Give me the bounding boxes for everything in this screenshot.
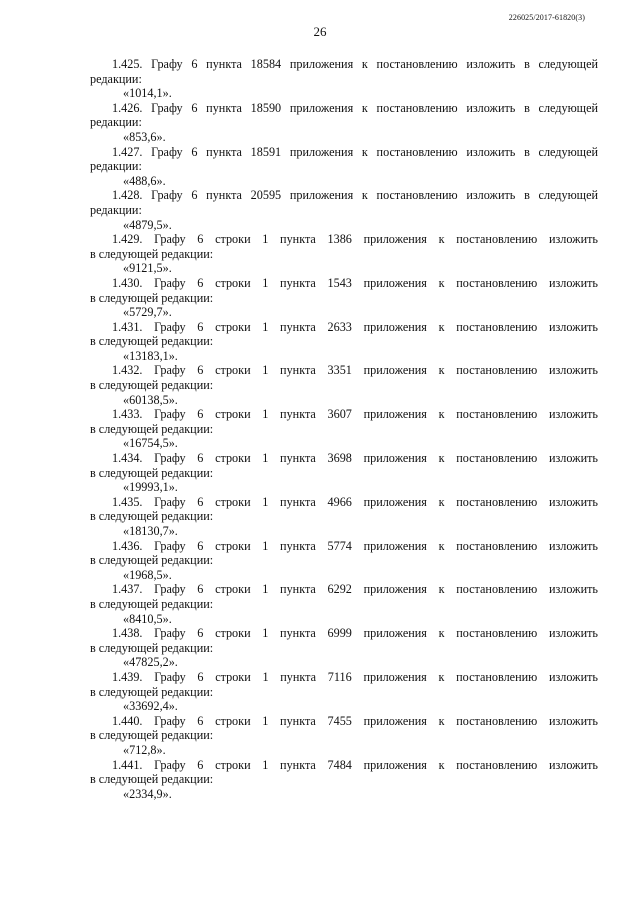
item-text-continuation: редакции: — [90, 71, 142, 86]
item-text: 1.426. Графу 6 пункта 18590 приложения к постановлению изложить в следующей — [112, 100, 598, 115]
list-item — [90, 582, 598, 626]
item-value: «60138,5». — [123, 392, 178, 407]
list-item — [90, 670, 598, 714]
item-value: «2334,9». — [123, 786, 172, 801]
item-text: 1.425. Графу 6 пункта 18584 приложения к постановлению изложить в следующей — [112, 57, 598, 71]
item-text: 1.435. Графу 6 строки 1 пункта 4966 приложения к постановлению изложить — [112, 494, 598, 509]
item-text: 1.427. Графу 6 пункта 18591 приложения к постановлению изложить в следующей — [112, 144, 598, 159]
list-item — [90, 57, 598, 101]
document-body — [90, 57, 598, 801]
item-text: 1.431. Графу 6 строки 1 пункта 2633 приложения к постановлению изложить — [112, 319, 598, 334]
list-item — [90, 495, 598, 539]
item-text-continuation: в следующей редакции: — [90, 509, 214, 524]
item-value: «488,6». — [123, 173, 166, 188]
item-text: 1.436. Графу 6 строки 1 пункта 5774 приложения к постановлению изложить — [112, 538, 598, 553]
item-text-continuation: в следующей редакции: — [90, 553, 214, 568]
item-value: «1968,5». — [123, 567, 172, 582]
item-text-continuation: редакции: — [90, 159, 142, 174]
list-item — [90, 363, 598, 407]
item-text-continuation: в следующей редакции: — [90, 772, 214, 787]
item-value: «4879,5». — [123, 217, 172, 232]
list-item — [90, 626, 598, 670]
item-text-continuation: в следующей редакции: — [90, 334, 214, 349]
item-text-continuation: в следующей редакции: — [90, 290, 214, 305]
list-item — [90, 407, 598, 451]
item-text-continuation: в следующей редакции: — [90, 421, 214, 436]
item-text: 1.432. Графу 6 строки 1 пункта 3351 приложения к постановлению изложить — [112, 363, 598, 378]
item-value: «13183,1». — [123, 348, 178, 363]
item-value: «18130,7». — [123, 524, 178, 538]
item-value: «16754,5». — [123, 436, 178, 451]
item-text: 1.429. Графу 6 строки 1 пункта 1386 приложения к постановлению изложить — [112, 232, 598, 247]
item-value: «19993,1». — [123, 480, 178, 495]
list-item — [90, 320, 598, 364]
item-text: 1.428. Графу 6 пункта 20595 приложения к постановлению изложить в следующей — [112, 188, 598, 203]
list-item — [90, 758, 598, 802]
item-value: «47825,2». — [123, 655, 178, 670]
item-text: 1.438. Графу 6 строки 1 пункта 6999 приложения к постановлению изложить — [112, 626, 598, 641]
item-value: «9121,5». — [123, 261, 172, 276]
item-value: «1014,1». — [123, 86, 172, 101]
list-item — [90, 714, 598, 758]
page-number: 26 — [313, 24, 327, 39]
item-value: «5729,7». — [123, 305, 172, 320]
list-item — [90, 539, 598, 583]
list-item — [90, 188, 598, 232]
item-value: «853,6». — [123, 129, 166, 144]
item-text: 1.441. Графу 6 строки 1 пункта 7484 приложения к постановлению изложить — [112, 757, 598, 772]
item-text-continuation: редакции: — [90, 115, 142, 130]
item-text-continuation: в следующей редакции: — [90, 684, 214, 699]
list-item — [90, 451, 598, 495]
item-text-continuation: в следующей редакции: — [90, 246, 214, 261]
document-code: 226025/2017-61820(3) — [508, 13, 585, 22]
item-text: 1.433. Графу 6 строки 1 пункта 3607 приложения к постановлению изложить — [112, 407, 598, 422]
item-value: «33692,4». — [123, 699, 178, 714]
list-item — [90, 232, 598, 276]
item-text-continuation: в следующей редакции: — [90, 378, 214, 393]
item-text-continuation: в следующей редакции: — [90, 728, 214, 743]
item-text: 1.437. Графу 6 строки 1 пункта 6292 приложения к постановлению изложить — [112, 582, 598, 597]
item-text: 1.430. Графу 6 строки 1 пункта 1543 приложения к постановлению изложить — [112, 275, 598, 290]
item-value: «8410,5». — [123, 611, 172, 626]
item-text-continuation: редакции: — [90, 202, 142, 217]
item-text: 1.440. Графу 6 строки 1 пункта 7455 приложения к постановлению изложить — [112, 713, 598, 728]
item-value: «712,8». — [123, 742, 166, 757]
list-item — [90, 145, 598, 189]
list-item — [90, 101, 598, 145]
list-item — [90, 276, 598, 320]
item-text: 1.439. Графу 6 строки 1 пункта 7116 приложения к постановлению изложить — [112, 669, 598, 684]
item-text-continuation: в следующей редакции: — [90, 596, 214, 611]
item-text: 1.434. Графу 6 строки 1 пункта 3698 приложения к постановлению изложить — [112, 451, 598, 466]
item-text-continuation: в следующей редакции: — [90, 465, 214, 480]
item-text-continuation: в следующей редакции: — [90, 640, 214, 655]
